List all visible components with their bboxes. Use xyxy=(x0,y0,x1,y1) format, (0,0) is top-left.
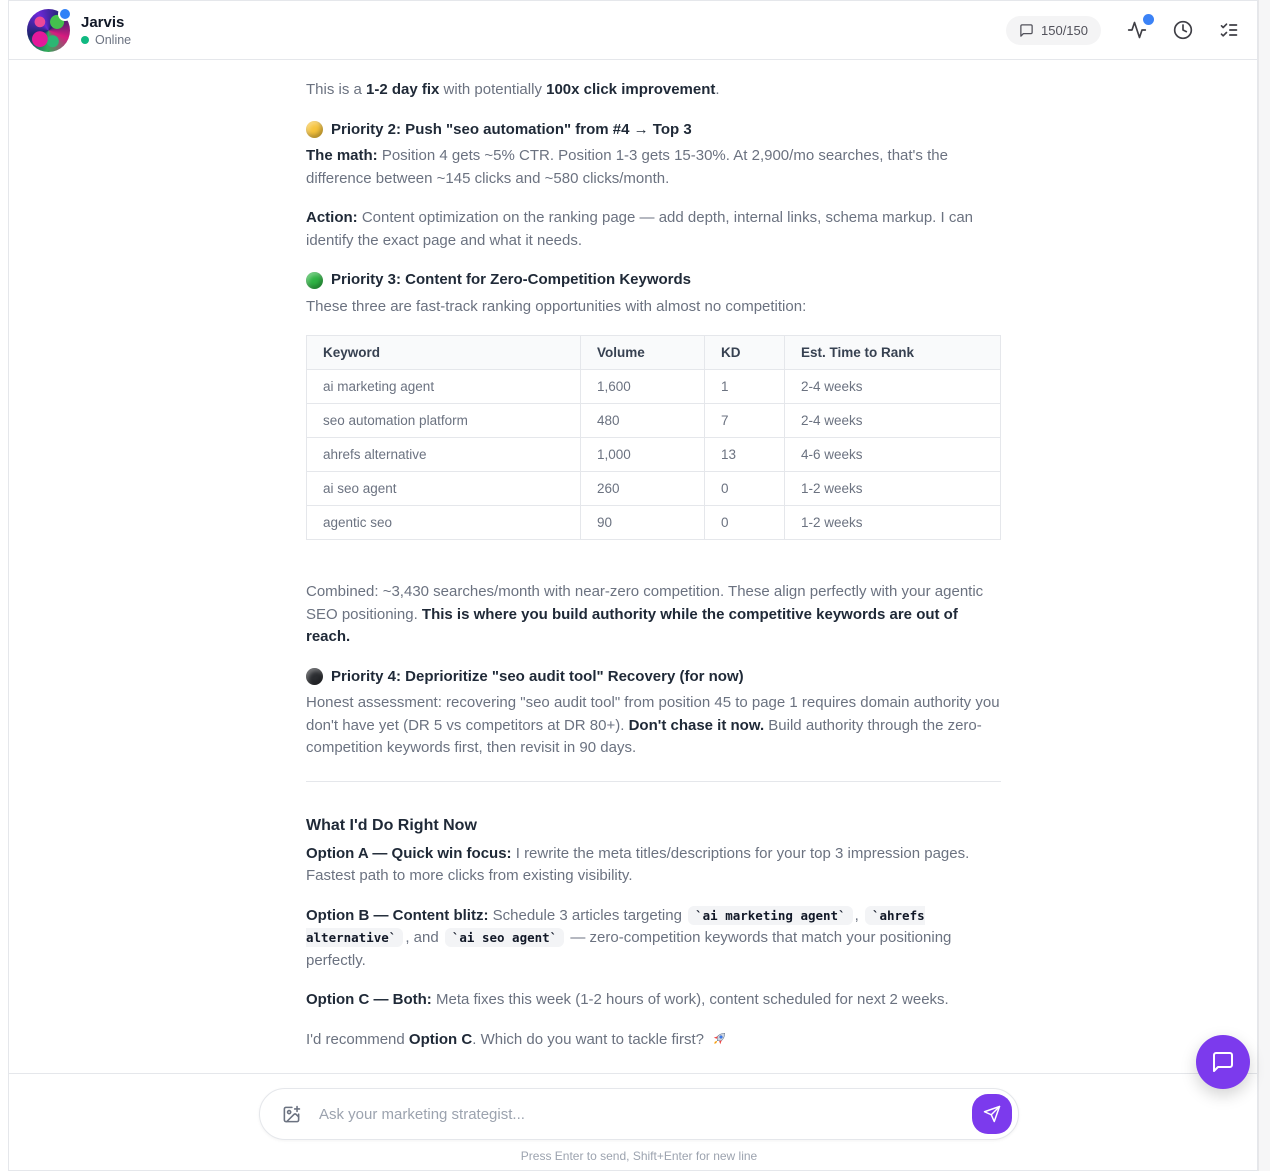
notification-dot xyxy=(1143,14,1154,25)
yellow-circle-icon xyxy=(306,121,323,138)
table-cell: 1-2 weeks xyxy=(785,472,1001,506)
table-row xyxy=(307,472,1001,506)
composer xyxy=(9,1073,1257,1170)
table-cell: 480 xyxy=(581,404,705,438)
message-paragraph: The math: Position 4 gets ~5% CTR. Position 1-3 gets 15-30%. At 2,900/mo searches, that's the difference between ~145 clicks and ~580 clicks/month. xyxy=(306,147,948,187)
table-cell: 2-4 weeks xyxy=(785,404,1001,438)
chat-panel xyxy=(8,0,1258,1171)
image-plus-icon xyxy=(282,1105,301,1124)
table-cell: seo automation platform xyxy=(307,404,581,438)
table-cell: 1 xyxy=(705,370,785,404)
keyword-table-container xyxy=(306,335,1001,540)
message-paragraph: These three are fast-track ranking opportunities with almost no competition: xyxy=(306,297,807,315)
attach-image-button[interactable] xyxy=(278,1101,305,1128)
online-dot xyxy=(81,36,89,44)
table-row xyxy=(307,506,1001,540)
agent-status xyxy=(81,33,131,47)
clock-icon xyxy=(1173,20,1193,40)
table-row xyxy=(307,370,1001,404)
message-input[interactable] xyxy=(319,1106,972,1123)
table-cell: 0 xyxy=(705,506,785,540)
rocket-icon xyxy=(711,1030,728,1055)
scrollbar-track[interactable] xyxy=(1258,0,1270,1171)
table-cell: 1,600 xyxy=(581,370,705,404)
table-cell: ai marketing agent xyxy=(307,370,581,404)
tasks-button[interactable] xyxy=(1219,20,1239,40)
table-row xyxy=(307,404,1001,438)
priority-3-heading xyxy=(306,269,1001,292)
composer-input-wrap xyxy=(259,1088,1019,1163)
table-cell: 0 xyxy=(705,472,785,506)
avatar-notification-badge xyxy=(58,7,72,21)
table-header-cell: Est. Time to Rank xyxy=(785,336,1001,370)
composer-helper-text: Press Enter to send, Shift+Enter for new line xyxy=(520,1149,758,1163)
keyword-table-header-row xyxy=(307,336,1001,370)
agent-identity xyxy=(27,9,131,52)
table-cell: 2-4 weeks xyxy=(785,370,1001,404)
table-header-cell: Volume xyxy=(581,336,705,370)
list-checks-icon xyxy=(1219,20,1239,40)
quota-count: 150/150 xyxy=(1041,22,1088,38)
agent-name: Jarvis xyxy=(81,13,125,31)
message-paragraph: I'd recommend Option C. Which do you want to tackle first? xyxy=(306,1029,1001,1055)
message-paragraph: Option C — Both: Meta fixes this week (1-2 hours of work), content scheduled for next 2 weeks. xyxy=(306,991,949,1008)
message-paragraph: Option B — Content blitz: Schedule 3 articles targeting `ai marketing agent` , `ahrefs alternative` , and `ai seo agent` — zero-competition keywords that match your positioning perfectly. xyxy=(306,906,952,969)
assistant-message xyxy=(306,60,1001,1054)
message-paragraph: This is a 1-2 day fix with potentially 100x click improvement. xyxy=(306,81,720,98)
priority-3-title: Priority 3: Content for Zero-Competition Keywords xyxy=(331,271,692,288)
send-button[interactable] xyxy=(972,1094,1012,1134)
quota-badge[interactable] xyxy=(1006,16,1101,45)
table-cell: 260 xyxy=(581,472,705,506)
table-cell: ai seo agent xyxy=(307,472,581,506)
black-circle-icon xyxy=(306,668,323,685)
message-paragraph: Combined: ~3,430 searches/month with near-zero competition. These align perfectly with your agentic SEO positioning. This is where you build authority while the competitive keywords are out of reach. xyxy=(306,583,984,645)
section-divider xyxy=(306,781,1001,782)
message-paragraph: Action: Content optimization on the ranking page — add depth, internal links, schema markup. I can identify the exact page and what it needs. xyxy=(306,209,974,249)
header-actions xyxy=(1006,16,1239,45)
chat-header xyxy=(9,1,1257,60)
priority-4-title: Priority 4: Deprioritize "seo audit tool" Recovery (for now) xyxy=(331,667,744,685)
green-circle-icon xyxy=(306,272,323,289)
send-icon xyxy=(983,1105,1001,1123)
activity-button[interactable] xyxy=(1127,20,1147,40)
table-header-cell: KD xyxy=(705,336,785,370)
composer-pill xyxy=(259,1088,1019,1140)
recommendations-heading: What I'd Do Right Now xyxy=(306,816,477,834)
history-button[interactable] xyxy=(1173,20,1193,40)
online-label: Online xyxy=(95,32,132,47)
table-cell: 90 xyxy=(581,506,705,540)
message-paragraph: Option A — Quick win focus: I rewrite the meta titles/descriptions for your top 3 impression pages. Fastest path to more clicks from existing visibility. xyxy=(306,844,970,884)
priority-4-heading xyxy=(306,666,1001,689)
chat-message-area xyxy=(9,60,1257,1073)
keyword-table xyxy=(306,335,1001,540)
table-cell: 1,000 xyxy=(581,438,705,472)
table-header-cell: Keyword xyxy=(307,336,581,370)
table-cell: 7 xyxy=(705,404,785,438)
message-bubble-icon xyxy=(1211,1050,1235,1074)
table-cell: agentic seo xyxy=(307,506,581,540)
table-row xyxy=(307,438,1001,472)
chat-fab-button[interactable] xyxy=(1196,1035,1250,1089)
priority-2-heading xyxy=(306,119,1001,142)
keyword-table-body xyxy=(307,370,1001,540)
table-cell: 13 xyxy=(705,438,785,472)
table-cell: 4-6 weeks xyxy=(785,438,1001,472)
table-cell: ahrefs alternative xyxy=(307,438,581,472)
priority-2-title: Priority 2: Push "seo automation" from #4 → Top 3 xyxy=(331,120,692,138)
table-cell: 1-2 weeks xyxy=(785,506,1001,540)
agent-title-block xyxy=(81,14,131,47)
agent-avatar xyxy=(27,9,70,52)
message-paragraph: Honest assessment: recovering "seo audit tool" from position 45 to page 1 requires domain authority you don't have yet (DR 5 vs competitors at DR 80+). Don't chase it now. Build authority through the zero-competition keywords first, then revisit in 90 days. xyxy=(306,694,1000,756)
message-square-icon xyxy=(1019,23,1034,38)
